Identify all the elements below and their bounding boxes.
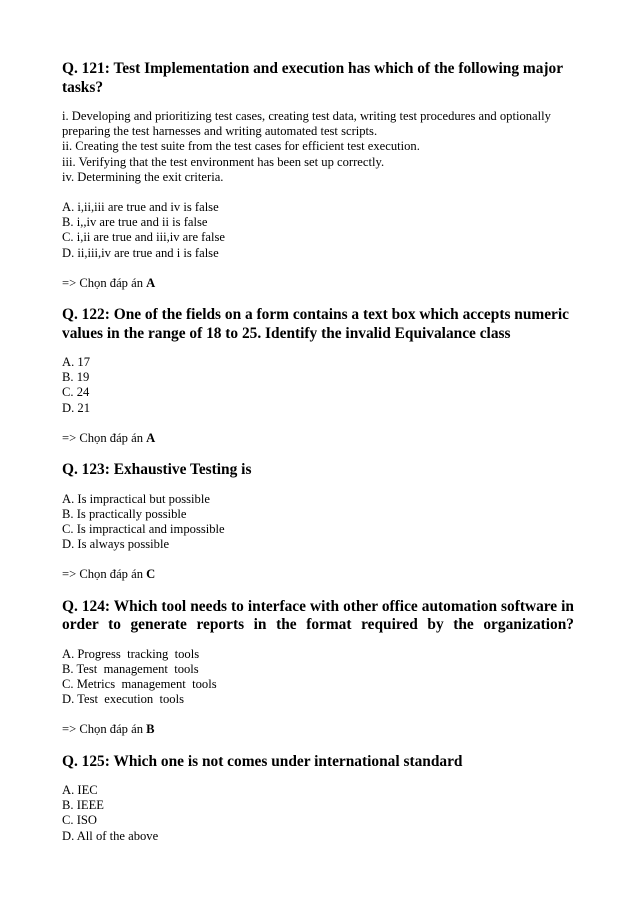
option-a: A. Is impractical but possible (62, 491, 210, 506)
answer-prefix: => Chọn đáp án (62, 275, 147, 290)
option-d: D. Test execution tools (62, 692, 185, 707)
document-page (62, 60, 574, 859)
statement-item: iv. Determining the exit criteria. (62, 169, 224, 184)
option-b: B. Test management tools (62, 661, 199, 676)
option-list (62, 200, 574, 261)
option-d: D. ii,iii,iv are true and i is false (62, 245, 219, 260)
question-title: Q. 125: Which one is not comes under international standard (62, 752, 463, 770)
question-title: Q. 124: Which tool needs to interface with other office automation software in order to generate reports in the format required by the organization? (62, 597, 574, 634)
question-124 (62, 598, 574, 738)
answer-letter: B (146, 722, 155, 737)
option-list (62, 492, 574, 553)
option-list (62, 647, 574, 708)
option-c: C. 24 (62, 385, 90, 400)
option-b: B. i,,iv are true and ii is false (62, 215, 208, 230)
option-a: A. IEC (62, 783, 98, 798)
option-list (62, 783, 574, 844)
answer-letter: C (146, 567, 156, 582)
option-c: C. Metrics management tools (62, 676, 217, 691)
statement-item: iii. Verifying that the test environment has been set up correctly. (62, 154, 385, 169)
option-d: D. Is always possible (62, 537, 170, 552)
answer-line (62, 567, 574, 582)
option-c: C. ISO (62, 813, 97, 828)
option-c: C. i,ii are true and iii,iv are false (62, 230, 225, 245)
question-title: Q. 121: Test Implementation and execution has which of the following major tasks? (62, 60, 563, 96)
statement-list (62, 109, 574, 185)
answer-prefix: => Chọn đáp án (62, 567, 147, 582)
option-a: A. i,ii,iii are true and iv is false (62, 200, 219, 215)
question-121 (62, 60, 574, 291)
answer-letter: A (146, 275, 156, 290)
question-123 (62, 461, 574, 583)
statement-item: i. Developing and prioritizing test cases, creating test data, writing test procedures and optionally preparing the test harnesses and writing automated test scripts. (62, 109, 551, 139)
option-d: D. 21 (62, 400, 90, 415)
option-b: B. Is practically possible (62, 506, 187, 521)
question-title: Q. 123: Exhaustive Testing is (62, 461, 252, 479)
option-a: A. Progress tracking tools (62, 646, 200, 661)
option-c: C. Is impractical and impossible (62, 521, 225, 536)
statement-item: ii. Creating the test suite from the test cases for efficient test execution. (62, 139, 420, 154)
question-122 (62, 306, 574, 446)
option-list (62, 355, 574, 416)
answer-prefix: => Chọn đáp án (62, 430, 147, 445)
option-d: D. All of the above (62, 828, 159, 843)
option-b: B. 19 (62, 370, 90, 385)
option-b: B. IEEE (62, 798, 104, 813)
option-a: A. 17 (62, 355, 90, 370)
answer-line (62, 276, 574, 291)
question-125 (62, 753, 574, 844)
answer-letter: A (146, 430, 156, 445)
answer-prefix: => Chọn đáp án (62, 722, 147, 737)
answer-line (62, 431, 574, 446)
question-title: Q. 122: One of the fields on a form contains a text box which accepts numeric values in the range of 18 to 25. Identify the invalid Equivalance class (62, 306, 569, 342)
answer-line (62, 722, 574, 737)
